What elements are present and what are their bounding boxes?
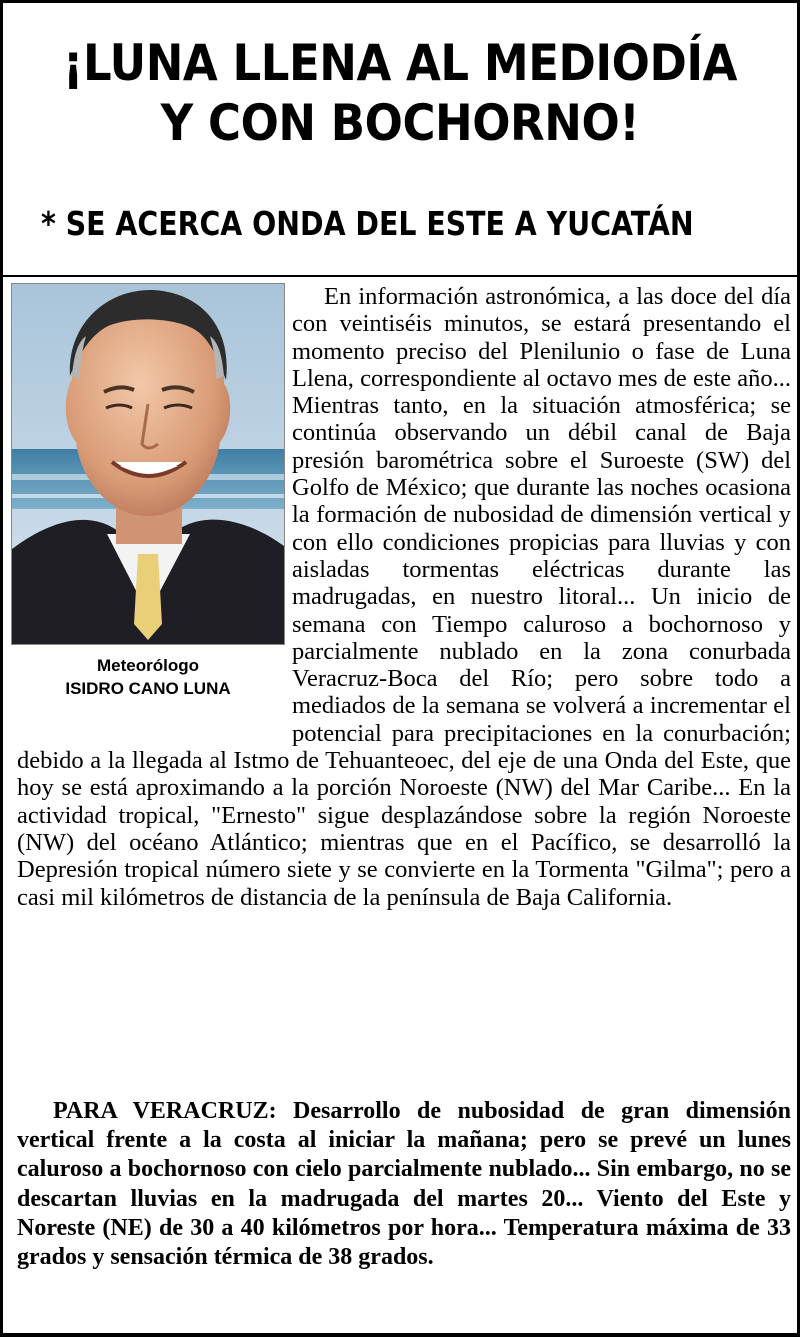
divider-rule: [3, 275, 797, 277]
photo-caption: [3, 654, 293, 700]
subheadline: * SE ACERCA ONDA DEL ESTE A YUCATÁN: [41, 204, 694, 243]
caption-role: Meteorólogo: [97, 656, 199, 675]
headline-line-1: ¡LUNA LLENA AL MEDIODÍA: [62, 34, 738, 92]
forecast-paragraph: [17, 1097, 791, 1272]
portrait-photo: [11, 283, 285, 645]
forecast-text: PARA VERACRUZ: Desarrollo de nubosidad de gran dimensión vertical frente a la costa al iniciar la mañana; pero se prevé un lunes caluroso a bochornoso con cielo parcialmente nublado... Sin embargo, no se descartan lluvias en la madrugada del martes 20... Viento del Este y Noreste (NE) de 30 a 40 kilómetros por hora... Temperatura máxima de 33 grados y sensación térmica de 38 grados.: [17, 1098, 791, 1271]
caption-name: ISIDRO CANO LUNA: [65, 679, 231, 698]
headline-line-2: Y CON BOCHORNO!: [160, 94, 640, 152]
portrait-illustration: [12, 284, 284, 644]
article-text: En información astronómica, a las doce del día con veintiséis minutos, se estará presentando el momento preciso del Plenilunio o fase de Luna Llena, correspondiente al octavo mes de este año... Mientras tanto, en la situación atmosférica; se continúa observando un débil canal de Baja presión barométrica sobre el Suroeste (SW) del Golfo de México; que durante las noches ocasiona la formación de nubosidad de dimensión vertical y con ello condiciones propicias para lluvias y con aisladas tormentas eléctricas durante las madrugadas, en nuestro litoral... Un inicio de semana con Tiempo caluroso a bochornoso y parcialmente nublado en la zona conurbada Veracruz-Boca del Río; pero sobre todo a mediados de la semana se volverá a incrementar el potencial para precipitaciones en la conurbación; debido a la llegada al Istmo de Tehuanteoec, del eje de una Onda del Este, que hoy se está aproximando a la porción Noroeste (NW) del Mar Caribe... En la actividad tropical, "Ernesto" sigue desplazándose sobre la región Noroeste (NW) del océano Atlántico; mientras que en el Pacífico, se desarrolló la Depresión tropical número siete y se convierte en la Tormenta "Gilma"; pero a casi mil kilómetros de distancia de la península de Baja California.: [17, 283, 791, 911]
headline: [43, 3, 758, 153]
